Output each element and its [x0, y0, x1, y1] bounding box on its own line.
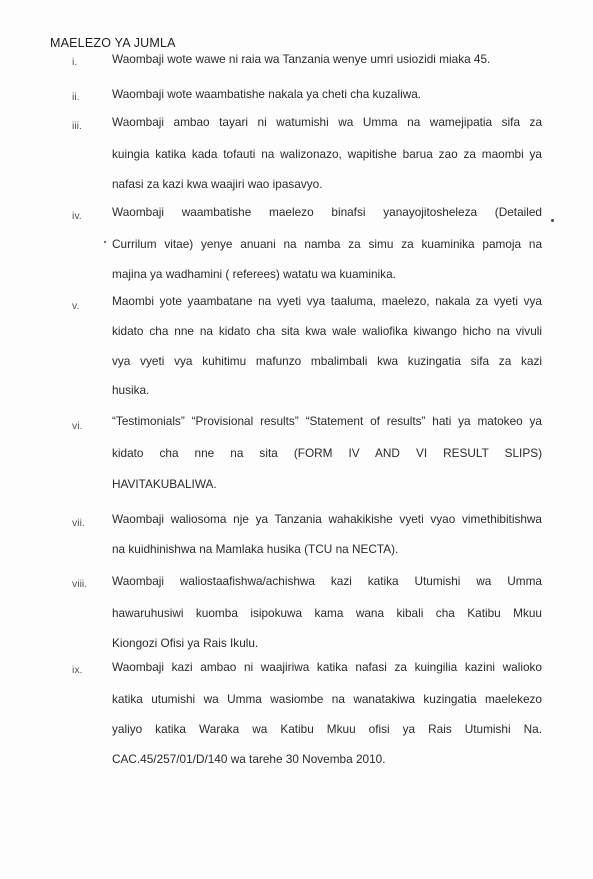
item-text-line: Kiongozi Ofisi ya Rais Ikulu. [112, 636, 259, 650]
item-text-line: Maombi yote yaambatane na vyeti vya taaluma, maelezo, nakala za vyeti vya [112, 294, 542, 308]
item-text-line: Waombaji waambatishe maelezo binafsi yanayojitosheleza (Detailed [112, 205, 542, 219]
item-numeral: viii. [72, 578, 88, 590]
item-text-line: kidato cha nne na kidato cha sita kwa wale waliofika kiwango hicho na vivuli [112, 324, 542, 338]
item-text-line: majina ya wadhamini ( referees) watatu wa kuaminika. [112, 267, 396, 281]
item-numeral: iii. [72, 120, 82, 132]
item-numeral: ii. [72, 91, 80, 103]
item-text-line: na kuidhinishwa na Mamlaka husika (TCU na NECTA). [112, 542, 399, 556]
item-text-line: Waombaji waliostaafishwa/achishwa kazi katika Utumishi wa Umma [112, 574, 542, 588]
item-text-line: kidato cha nne na sita (FORM IV AND VI RESULT SLIPS) [112, 446, 542, 460]
item-text-line: yaliyo katika Waraka wa Katibu Mkuu ofisi ya Rais Utumishi Na. [112, 722, 542, 736]
item-text-line: nafasi za kazi kwa waajiri wao ipasavyo. [112, 177, 323, 191]
document-heading: MAELEZO YA JUMLA [50, 36, 176, 50]
item-text-line: “Testimonials” “Provisional results” “Statement of results” hati ya matokeo ya [112, 414, 542, 428]
item-text-line: katika utumishi wa Umma wasiombe na wanatakiwa kuzingatia maelekezo [112, 692, 542, 706]
item-text-line: Currilum vitae) yenye anuani na namba za simu za kuaminika pamoja na [112, 237, 542, 251]
item-text-line: kuingia katika kada tofauti na walizonazo, wapitishe barua zao za maombi ya [112, 147, 542, 161]
item-text-line: CAC.45/257/01/D/140 wa tarehe 30 Novemba 2010. [112, 752, 386, 766]
item-text-line: Waombaji waliosoma nje ya Tanzania wahakikishe vyeti vyao vimethibitishwa [112, 512, 542, 526]
item-numeral: v. [72, 300, 80, 312]
item-numeral: i. [72, 56, 78, 68]
stray-mark [104, 241, 106, 243]
item-text-line: vya vyeti vya kuhitimu mafunzo mbalimbali kwa kuzingatia sifa za kazi [112, 354, 542, 368]
item-numeral: vi. [72, 420, 83, 432]
item-text-line: Waombaji ambao tayari ni watumishi wa Umma na wamejipatia sifa za [112, 115, 542, 129]
stray-mark [551, 219, 554, 222]
item-text-line: Waombaji wote wawe ni raia wa Tanzania wenye umri usiozidi miaka 45. [112, 52, 491, 66]
item-text-line: husika. [112, 383, 150, 397]
item-numeral: iv. [72, 210, 82, 222]
item-numeral: vii. [72, 517, 85, 529]
item-text-line: Waombaji kazi ambao ni waajiriwa katika nafasi za kuingilia kazini walioko [112, 660, 542, 674]
item-numeral: ix. [72, 664, 83, 676]
item-text-line: Waombaji wote waambatishe nakala ya cheti cha kuzaliwa. [112, 87, 422, 101]
item-text-line: HAVITAKUBALIWA. [112, 477, 217, 491]
item-text-line: hawaruhusiwi kuomba isipokuwa kama wana kibali cha Katibu Mkuu [112, 606, 542, 620]
